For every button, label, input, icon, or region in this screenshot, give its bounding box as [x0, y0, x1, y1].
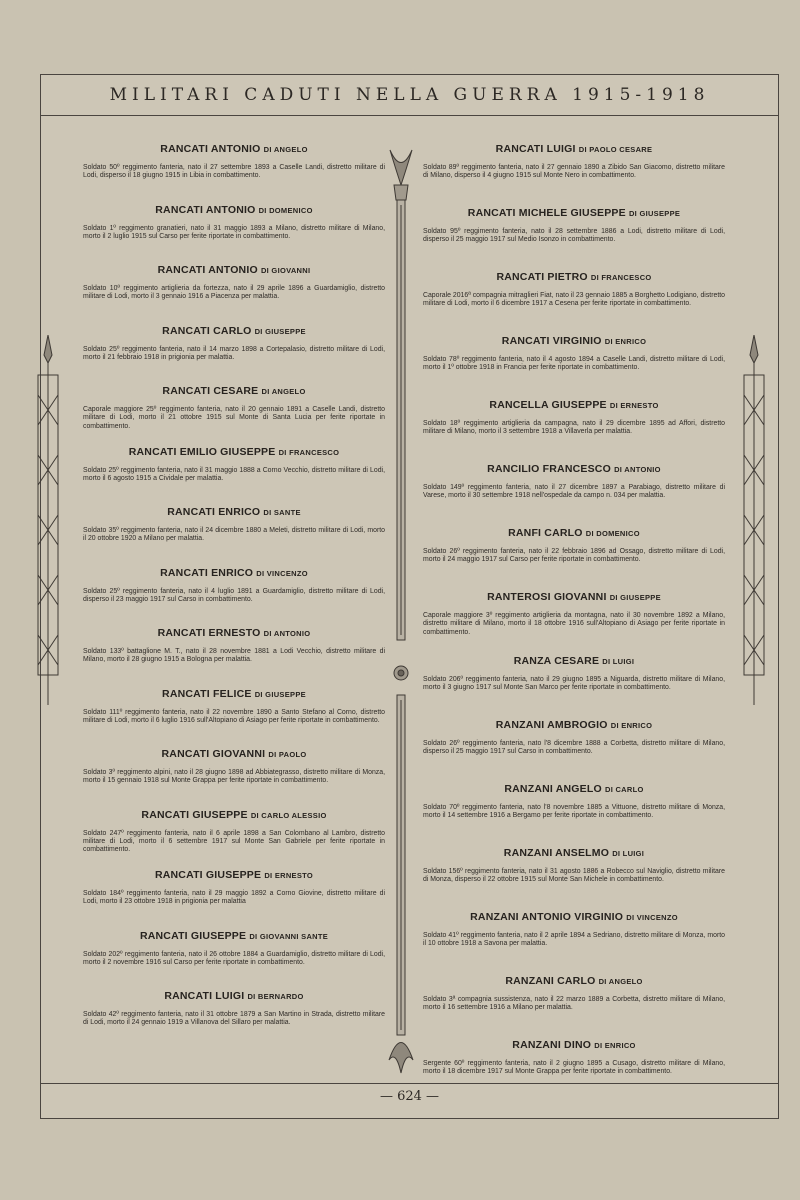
obituary-entry	[83, 143, 385, 204]
obituary-entry	[83, 325, 385, 386]
obituary-entry	[83, 748, 385, 809]
entry-name	[423, 335, 725, 347]
entry-description: Soldato 25º reggimento fanteria, nato il 4 luglio 1891 a Guardamiglio, distretto militare di Lodi, disperso il 23 maggio 1917 sul Carso in combattimento.	[83, 587, 385, 603]
entry-relation: DI DOMENICO	[258, 205, 313, 215]
entry-relation: DI DOMENICO	[585, 529, 640, 538]
obituary-entry	[83, 930, 385, 991]
obituary-entry	[423, 143, 725, 207]
entry-relation: DI GIUSEPPE	[609, 593, 661, 602]
footer-divider	[41, 1083, 778, 1084]
obituary-entry	[83, 869, 385, 930]
entry-relation: DI PAOLO CESARE	[578, 145, 653, 154]
entry-surname: RANCATI PIETRO	[496, 271, 588, 283]
entry-description: Soldato 111º reggimento fanteria, nato il 22 novembre 1890 a Santo Stefano al Corno, distretto militare di Lodi, morto il 6 luglio 1916 sull'Altopiano di Asiago per ferite riportate in combattimento.	[83, 708, 385, 724]
entry-description: Soldato 1º reggimento granatieri, nato il 31 maggio 1893 a Milano, distretto militare di Milano, morto il 2 luglio 1915 sul Carso per ferite riportate in combattimento.	[83, 224, 385, 240]
entry-description: Soldato 78º reggimento fanteria, nato il 4 agosto 1894 a Caselle Landi, distretto militare di Lodi, morto il 1º ottobre 1918 in Francia per ferite riportate in combattimento.	[423, 356, 725, 372]
entry-description: Soldato 18º reggimento artiglieria da campagna, nato il 29 dicembre 1895 ad Affori, distretto militare di Milano, morto il 3 settembre 1918 a Villaverla per malattia.	[423, 420, 725, 436]
entry-surname: RANCATI GIUSEPPE	[141, 808, 248, 821]
obituary-entry	[423, 847, 725, 911]
entry-name	[423, 463, 725, 475]
entry-name	[423, 591, 725, 603]
entry-name	[423, 847, 725, 859]
entry-description: Soldato 3º reggimento alpini, nato il 28 giugno 1898 ad Abbiategrasso, distretto militare di Monza, morto il 15 gennaio 1918 sul Monte Grappa per ferite riportate in combattimento.	[83, 769, 385, 785]
obituary-entry	[83, 506, 385, 567]
obituary-entry	[83, 990, 385, 1051]
entry-relation: DI BERNARDO	[247, 992, 304, 1001]
entry-surname: RANCATI CESARE	[162, 385, 259, 397]
entry-name	[83, 264, 385, 276]
entry-relation: DI PAOLO	[268, 750, 307, 759]
entry-description: Soldato 95º reggimento fanteria, nato il 28 settembre 1886 a Lodi, distretto militare di Lodi, disperso il 25 maggio 1917 sul Medio Isonzo in combattimento.	[423, 228, 725, 244]
entry-description: Soldato 149º reggimento fanteria, nato il 27 dicembre 1897 a Parabiago, distretto militare di Varese, morto il 30 settembre 1918 nell'ospedale da campo n. 034 per malattia.	[423, 484, 725, 500]
obituary-entry	[83, 264, 385, 325]
entry-name	[83, 506, 385, 518]
entry-name	[423, 143, 725, 155]
entry-surname: RANCATI ANTONIO	[155, 203, 256, 216]
entry-description: Soldato 41º reggimento fanteria, nato il 2 aprile 1894 a Sedriano, distretto militare di Monza, morto il 10 ottobre 1918 a Savona per malattia.	[423, 932, 725, 948]
entry-name	[83, 143, 385, 155]
entry-relation: DI ANGELO	[261, 387, 306, 396]
entry-description: Soldato 26º reggimento fanteria, nato il 22 febbraio 1896 ad Ossago, distretto militare di Lodi, morto il 24 maggio 1917 sul Carso per ferite riportate in combattimento.	[423, 548, 725, 564]
center-torch-column	[386, 145, 416, 1075]
entry-surname: RANTEROSI GIOVANNI	[487, 591, 607, 603]
entry-surname: RANZANI AMBROGIO	[495, 719, 608, 731]
entry-description: Soldato 25º reggimento fanteria, nato il 31 maggio 1888 a Corno Vecchio, distretto militare di Lodi, morto il 6 agosto 1915 a Cividale per malattia.	[83, 466, 385, 482]
page-sheet	[40, 74, 779, 1119]
left-lance-ornament	[34, 335, 62, 705]
entry-name	[423, 527, 725, 539]
entry-description: Soldato 35º reggimento fanteria, nato il 24 dicembre 1880 a Meleti, distretto militare di Lodi, morto il 20 ottobre 1920 a Milano per malattia.	[83, 527, 385, 543]
entry-relation: DI ANGELO	[598, 977, 643, 986]
obituary-entry	[83, 688, 385, 749]
entry-relation: DI VINCENZO	[256, 568, 308, 578]
entry-relation: DI ENRICO	[594, 1041, 636, 1050]
entry-relation: DI ERNESTO	[264, 871, 314, 880]
entry-relation: DI SANTE	[263, 508, 301, 517]
obituary-entry	[83, 204, 385, 265]
entry-surname: RANZANI ANTONIO VIRGINIO	[470, 911, 624, 923]
entry-name	[423, 207, 725, 219]
entry-relation: DI GIUSEPPE	[254, 326, 306, 336]
entry-surname: RANCATI ENRICO	[160, 566, 254, 579]
entry-name	[423, 975, 725, 987]
entry-name	[83, 567, 385, 579]
entry-name	[423, 719, 725, 731]
obituary-entry	[83, 627, 385, 688]
entry-description: Caporale 2016ª compagnia mitraglieri Fiat, nato il 23 gennaio 1885 a Borghetto Lodigiano, distretto militare di Lodi, morto il 6 dicembre 1917 a Cesena per ferite riportate in combattimento.	[423, 292, 725, 308]
entry-surname: RANCATI GIUSEPPE	[139, 929, 247, 942]
entry-relation: DI ERNESTO	[609, 401, 659, 410]
entry-name	[423, 783, 725, 795]
obituary-entry	[423, 399, 725, 463]
entry-relation: DI ANTONIO	[263, 629, 311, 638]
entry-surname: RANZA CESARE	[513, 655, 600, 667]
entry-relation: DI GIOVANNI SANTE	[249, 931, 329, 941]
entry-surname: RANCATI CARLO	[162, 324, 252, 337]
entry-name	[423, 655, 725, 667]
entry-description: Soldato 89º reggimento fanteria, nato il 27 gennaio 1890 a Zibido San Giacomo, distretto militare di Milano, disperso il 4 giugno 1915 sul Monte Nero in combattimento.	[423, 164, 725, 180]
obituary-entry	[423, 271, 725, 335]
entry-relation: DI CARLO	[604, 785, 644, 794]
obituary-entry	[423, 719, 725, 783]
entry-name	[83, 627, 385, 639]
obituary-entry	[83, 385, 385, 446]
entry-surname: RANCATI GIUSEPPE	[154, 869, 262, 881]
right-column	[423, 143, 725, 1103]
entry-surname: RANCATI ANTONIO	[157, 264, 258, 276]
obituary-entry	[423, 911, 725, 975]
entry-relation: DI GIUSEPPE	[628, 209, 681, 218]
entry-surname: RANCILIO FRANCESCO	[487, 463, 611, 475]
obituary-entry	[423, 335, 725, 399]
entry-description: Soldato 70º reggimento fanteria, nato l'8 novembre 1885 a Vittuone, distretto militare di Monza, morto il 14 settembre 1916 a Bergamo per ferite riportate in combattimento.	[423, 804, 725, 820]
entry-description: Soldato 10º reggimento artiglieria da fortezza, nato il 29 aprile 1896 a Guardamiglio, distretto militare di Lodi, morto il 3 gennaio 1916 a Piacenza per malattia.	[83, 285, 385, 301]
entry-relation: DI FRANCESCO	[278, 447, 340, 457]
obituary-entry	[423, 527, 725, 591]
entry-surname: RANCATI MICHELE GIUSEPPE	[467, 207, 626, 219]
entry-relation: DI CARLO ALESSIO	[250, 810, 327, 820]
entry-relation: DI ENRICO	[604, 337, 647, 346]
entry-description: Soldato 133º battaglione M. T., nato il 28 novembre 1881 a Lodi Vecchio, distretto militare di Milano, morto il 28 giugno 1915 a Bologna per malattia.	[83, 648, 385, 664]
entry-description: Soldato 206º reggimento fanteria, nato il 29 giugno 1895 a Niguarda, distretto militare di Milano, morto il 3 giugno 1917 sul Monte San Marco per ferite riportate in combattimento.	[423, 676, 725, 692]
entry-relation: DI VINCENZO	[626, 913, 678, 922]
entry-name	[423, 1039, 725, 1051]
entry-surname: RANCATI LUIGI	[495, 143, 576, 155]
entry-name	[83, 385, 385, 397]
entry-surname: RANZANI DINO	[512, 1039, 592, 1051]
entry-description: Soldato 202º reggimento fanteria, nato il 26 ottobre 1884 a Guardamiglio, distretto militare di Lodi, morto il 2 novembre 1916 sul Carso per ferite riportate in combattimento.	[83, 950, 385, 966]
obituary-entry	[83, 809, 385, 870]
entry-surname: RANCATI ANTONIO	[160, 143, 261, 155]
entry-description: Soldato 156º reggimento fanteria, nato il 31 agosto 1886 a Robecco sul Naviglio, distretto militare di Monza, disperso il 22 ottobre 1915 sul Monte San Michele in combattimento.	[423, 868, 725, 884]
obituary-entry	[83, 567, 385, 628]
entry-name	[83, 990, 385, 1002]
obituary-entry	[423, 655, 725, 719]
entry-name	[83, 809, 385, 821]
entry-surname: RANZANI ANGELO	[504, 783, 602, 795]
entry-surname: RANCATI EMILIO GIUSEPPE	[128, 445, 276, 458]
entry-relation: DI ANTONIO	[614, 465, 661, 474]
entry-relation: DI ANGELO	[263, 145, 308, 154]
obituary-entry	[423, 207, 725, 271]
entry-relation: DI LUIGI	[602, 657, 635, 666]
entry-surname: RANZANI ANSELMO	[503, 847, 610, 859]
entry-surname: RANCATI FELICE	[162, 687, 252, 700]
obituary-entry	[423, 591, 725, 655]
entry-description: Soldato 247º reggimento fanteria, nato il 6 aprile 1898 a San Colombano al Lambro, distretto militare di Lodi, morto il 6 settembre 1917 sul Monte San Gabriele per ferite riportate in combattimento.	[83, 829, 385, 854]
entry-description: Soldato 184º reggimento fanteria, nato il 29 maggio 1892 a Corno Giovine, distretto militare di Lodi, morto il 23 ottobre 1918 in prigionia per malattia	[83, 890, 385, 906]
entry-surname: RANCELLA GIUSEPPE	[489, 399, 607, 411]
obituary-entry	[423, 975, 725, 1039]
entry-surname: RANZANI CARLO	[505, 975, 596, 987]
entry-name	[423, 911, 725, 923]
entry-name	[423, 271, 725, 283]
left-column	[83, 143, 385, 1051]
entry-relation: DI GIOVANNI	[260, 266, 311, 275]
obituary-entry	[83, 446, 385, 507]
entry-description: Caporale maggiore 3º reggimento artiglieria da montagna, nato il 30 novembre 1892 a Milano, distretto militare di Milano, morto il 18 ottobre 1916 sull'Altopiano di Asiago per ferite riportate in combattimento.	[423, 612, 725, 636]
page-number: — 624 —	[379, 1089, 440, 1104]
entry-description: Soldato 3ª compagnia sussistenza, nato il 22 marzo 1889 a Corbetta, distretto militare di Milano, morto il 16 settembre 1916 a Milano per malattia.	[423, 996, 725, 1012]
entry-description: Soldato 26º reggimento fanteria, nato l'8 dicembre 1888 a Corbetta, distretto militare di Milano, disperso il 25 maggio 1917 sul Carso in combattimento.	[423, 740, 725, 756]
entry-name	[83, 930, 385, 942]
entry-description: Caporale maggiore 25º reggimento fanteria, nato il 20 gennaio 1891 a Caselle Landi, distretto militare di Lodi, morto il 21 ottobre 1915 sul Monte di Santa Lucia per ferite riportate in combattimento.	[83, 406, 385, 430]
entry-relation: DI FRANCESCO	[590, 273, 652, 282]
entry-name	[83, 688, 385, 700]
entry-description: Soldato 25º reggimento fanteria, nato il 14 marzo 1898 a Cortepalasio, distretto militare di Lodi, morto il 21 febbraio 1918 in prigionia per malattia.	[83, 345, 385, 361]
entry-surname: RANCATI ENRICO	[167, 506, 261, 518]
entry-surname: RANFI CARLO	[508, 527, 583, 539]
entry-name	[83, 204, 385, 216]
obituary-entry	[423, 463, 725, 527]
entry-surname: RANCATI LUIGI	[164, 990, 245, 1002]
entry-name	[83, 869, 385, 881]
entry-relation: DI ENRICO	[610, 721, 653, 730]
entry-relation: DI GIUSEPPE	[254, 689, 306, 699]
entry-name	[83, 446, 385, 458]
entry-surname: RANCATI VIRGINIO	[501, 335, 602, 347]
right-lance-ornament	[740, 335, 768, 705]
obituary-entry	[423, 783, 725, 847]
entry-relation: DI LUIGI	[612, 849, 645, 858]
entry-description: Soldato 42º reggimento fanteria, nato il 31 ottobre 1879 a San Martino in Strada, distretto militare di Lodi, morto il 24 gennaio 1919 a Villanova del Sillaro per malattia.	[83, 1011, 385, 1027]
entry-description: Sergente 60º reggimento fanteria, nato il 2 giugno 1895 a Cusago, distretto militare di Milano, morto il 18 dicembre 1917 sul Monte Grappa per ferite riportate in combattimento.	[423, 1060, 725, 1076]
page-title: MILITARI CADUTI NELLA GUERRA 1915-1918	[41, 75, 778, 116]
entry-surname: RANCATI ERNESTO	[157, 627, 261, 639]
entry-name	[423, 399, 725, 411]
entry-name	[83, 748, 385, 760]
entry-surname: RANCATI GIOVANNI	[161, 748, 266, 760]
entry-name	[83, 325, 385, 337]
entry-description: Soldato 50º reggimento fanteria, nato il 27 settembre 1893 a Caselle Landi, distretto militare di Lodi, disperso il 18 giugno 1915 in Libia in combattimento.	[83, 164, 385, 180]
